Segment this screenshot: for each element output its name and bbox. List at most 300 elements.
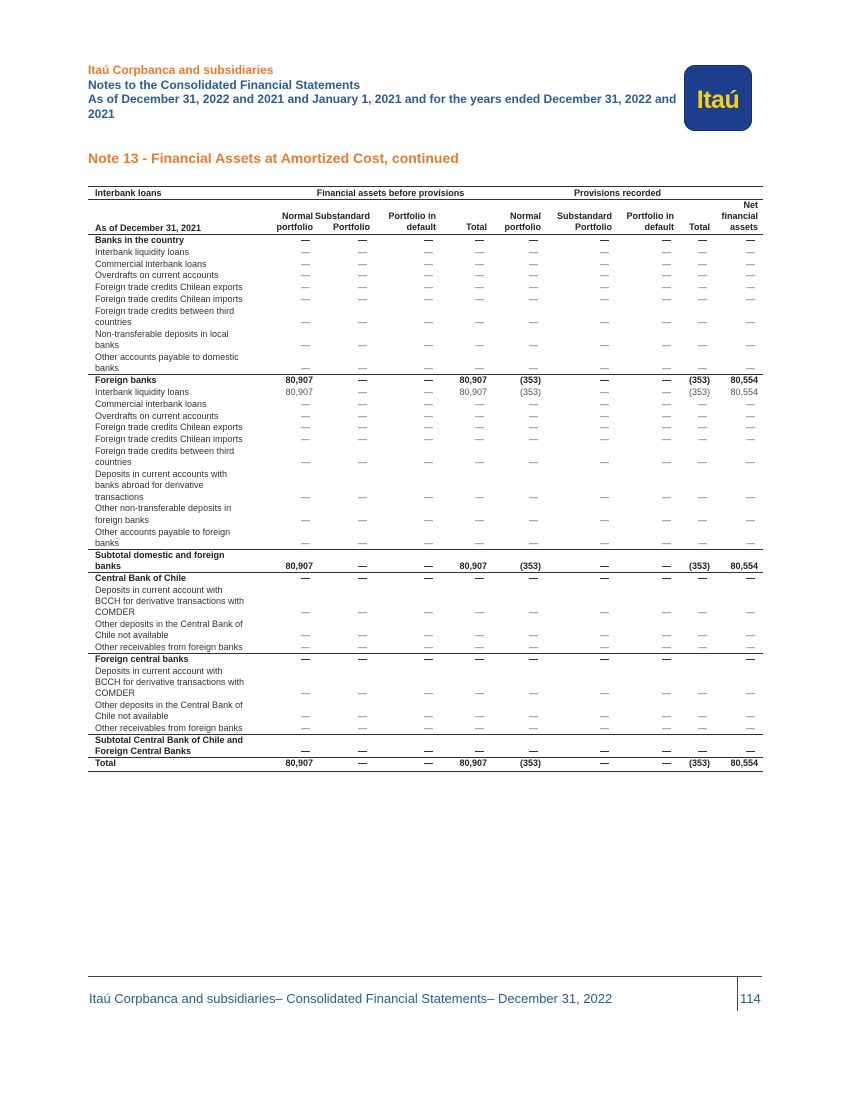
group-header-rule — [88, 199, 763, 200]
cell-value: — — [746, 491, 755, 502]
cell-value: — — [529, 491, 538, 502]
cell-value: — — [424, 294, 433, 304]
itau-logo — [684, 65, 752, 131]
cell-value: — — [301, 270, 310, 281]
cell-value: — — [358, 434, 367, 445]
cell-value: — — [529, 282, 538, 293]
cell-value: — — [662, 398, 671, 409]
cell-value: — — [529, 258, 538, 269]
row-label: Deposits in current account with — [95, 584, 223, 595]
row-label: transactions — [95, 491, 144, 502]
column-header: Net — [743, 200, 758, 210]
cell-value: — — [301, 282, 310, 293]
cell-value: — — [600, 386, 609, 397]
cell-value: — — [698, 282, 707, 293]
cell-value: — — [358, 386, 367, 397]
row-label: Commercial interbank loans — [95, 398, 207, 409]
cell-value: — — [301, 246, 310, 257]
cell-value: — — [424, 711, 433, 722]
cell-value: — — [475, 363, 484, 374]
cell-value: — — [600, 270, 609, 281]
cell-value: — — [662, 457, 671, 468]
row-label: Other deposits in the Central Bank of — [95, 700, 243, 710]
page-number: 114 — [740, 991, 761, 1006]
cell-value: — — [698, 746, 707, 757]
logo-text: Itaú — [696, 86, 740, 114]
cell-value: — — [301, 457, 310, 468]
cell-value: — — [600, 317, 609, 328]
cell-value: — — [529, 363, 538, 374]
cell-value: — — [475, 572, 484, 583]
cell-value: — — [301, 537, 310, 548]
column-header: Total — [689, 222, 710, 232]
cell-value: — — [301, 746, 310, 757]
cell-value: — — [600, 457, 609, 468]
row-label: Chile not available — [95, 630, 169, 641]
row-label: Deposits in current accounts with — [95, 469, 228, 479]
cell-value: — — [358, 607, 367, 618]
row-label: Foreign Central Banks — [95, 746, 192, 757]
cell-value: — — [358, 258, 367, 269]
cell-value: — — [662, 688, 671, 699]
cell-value: — — [662, 514, 671, 525]
cell-value: — — [301, 235, 310, 245]
cell-value: — — [529, 514, 538, 525]
cell-value: — — [424, 491, 433, 502]
cell-value: — — [529, 246, 538, 257]
cell-value: — — [475, 514, 484, 525]
cell-value: — — [358, 457, 367, 468]
cell-value: — — [746, 294, 755, 304]
cell-value: — — [475, 235, 484, 245]
cell-value: — — [301, 723, 310, 734]
cell-value: (353) — [688, 758, 710, 768]
column-header: Portfolio in — [388, 211, 436, 221]
cell-value: — — [662, 246, 671, 257]
cell-value: — — [358, 422, 367, 433]
cell-value: — — [529, 723, 538, 734]
cell-value: (353) — [688, 560, 710, 571]
cell-value: — — [600, 711, 609, 722]
cell-value: — — [746, 607, 755, 618]
cell-value: — — [475, 537, 484, 548]
row-label: Foreign central banks — [95, 653, 189, 664]
cell-value: — — [424, 630, 433, 641]
cell-value: — — [698, 258, 707, 269]
cell-value: — — [600, 294, 609, 304]
cell-value: — — [600, 758, 609, 768]
cell-value: — — [746, 653, 755, 664]
row-label: Foreign trade credits Chilean exports — [95, 282, 243, 293]
cell-value: — — [529, 537, 538, 548]
cell-value: — — [301, 688, 310, 699]
cell-value: — — [529, 711, 538, 722]
row-label: foreign banks — [95, 514, 150, 525]
cell-value: — — [746, 235, 755, 245]
cell-value: — — [301, 642, 310, 652]
cell-value: — — [698, 270, 707, 281]
cell-value: — — [662, 282, 671, 293]
cell-value: — — [662, 235, 671, 245]
row-label: Total — [95, 758, 116, 768]
cell-value: — — [358, 410, 367, 421]
cell-value: — — [662, 653, 671, 664]
cell-value: — — [600, 688, 609, 699]
cell-value: — — [358, 711, 367, 722]
cell-value: — — [698, 491, 707, 502]
row-label: Foreign trade credits Chilean imports — [95, 434, 243, 445]
cell-value: — — [662, 642, 671, 652]
cell-value: — — [600, 630, 609, 641]
cell-value: — — [475, 398, 484, 409]
cell-value: — — [698, 422, 707, 433]
cell-value: — — [475, 410, 484, 421]
cell-value: — — [358, 491, 367, 502]
cell-value: (353) — [688, 375, 710, 386]
cell-value: — — [662, 294, 671, 304]
cell-value: — — [662, 711, 671, 722]
cell-value: — — [746, 258, 755, 269]
cell-value: — — [358, 398, 367, 409]
cell-value: — — [662, 572, 671, 583]
footer-text: Itaú Corpbanca and subsidiaries– Consolidated Financial Statements– December 31, 2022 — [89, 991, 613, 1006]
cell-value: — — [358, 246, 367, 257]
cell-value: — — [475, 630, 484, 641]
cell-value: — — [662, 363, 671, 374]
cell-value: — — [475, 422, 484, 433]
cell-value: — — [746, 282, 755, 293]
cell-value: — — [698, 723, 707, 734]
cell-value: — — [600, 607, 609, 618]
cell-value: — — [662, 630, 671, 641]
cell-value: — — [358, 282, 367, 293]
cell-value: — — [698, 642, 707, 652]
cell-value: — — [358, 235, 367, 245]
cell-value: — — [301, 398, 310, 409]
cell-value: — — [424, 434, 433, 445]
row-label: Foreign banks — [95, 375, 157, 386]
cell-value: — — [358, 363, 367, 374]
cell-value: — — [600, 642, 609, 652]
cell-value: — — [358, 375, 367, 386]
cell-value: — — [301, 434, 310, 445]
cell-value: — — [600, 491, 609, 502]
row-label: Chile not available — [95, 711, 169, 722]
cell-value: (353) — [519, 758, 541, 768]
cell-value: — — [358, 653, 367, 664]
cell-value: — — [424, 258, 433, 269]
cell-value: — — [301, 294, 310, 304]
cell-value: — — [746, 457, 755, 468]
cell-value: — — [698, 607, 707, 618]
cell-value: — — [424, 514, 433, 525]
cell-value: — — [746, 434, 755, 445]
cell-value: — — [424, 653, 433, 664]
cell-value: — — [600, 746, 609, 757]
cell-value: — — [529, 746, 538, 757]
cell-value: — — [698, 434, 707, 445]
cell-value: — — [301, 572, 310, 583]
cell-value: — — [301, 491, 310, 502]
column-header: Portfolio in — [626, 211, 674, 221]
row-label: banks abroad for derivative — [95, 480, 204, 491]
cell-value: — — [475, 258, 484, 269]
cell-value: 80,907 — [459, 560, 487, 571]
cell-value: — — [600, 258, 609, 269]
cell-value: — — [301, 258, 310, 269]
cell-value: — — [746, 340, 755, 351]
footer-divider — [88, 976, 762, 977]
cell-value: 80,907 — [459, 386, 487, 397]
cell-value: — — [475, 607, 484, 618]
row-label: Foreign trade credits between third — [95, 305, 235, 316]
cell-value: — — [529, 398, 538, 409]
cell-value: — — [746, 270, 755, 281]
row-label: Banks in the country — [95, 235, 185, 245]
row-label: Subtotal domestic and foreign — [95, 549, 225, 560]
cell-value: — — [662, 270, 671, 281]
cell-value: — — [424, 758, 433, 768]
header-notes-line: Notes to the Consolidated Financial Statements — [88, 77, 361, 92]
row-label: Foreign trade credits Chilean imports — [95, 294, 243, 304]
cell-value: — — [301, 410, 310, 421]
cell-value: — — [600, 537, 609, 548]
cell-value: — — [600, 340, 609, 351]
cell-value: — — [698, 630, 707, 641]
row-label: Overdrafts on current accounts — [95, 410, 219, 421]
cell-value: (353) — [519, 560, 541, 571]
cell-value: — — [529, 457, 538, 468]
row-label: Subtotal Central Bank of Chile and — [95, 734, 244, 745]
cell-value: — — [698, 340, 707, 351]
cell-value: — — [698, 537, 707, 548]
cell-value: — — [424, 537, 433, 548]
cell-value: — — [301, 317, 310, 328]
cell-value: — — [301, 653, 310, 664]
cell-value: — — [475, 723, 484, 734]
cell-value: — — [746, 537, 755, 548]
cell-value: 80,554 — [730, 375, 758, 386]
row-label: Interbank liquidity loans — [95, 246, 190, 257]
note-title: Note 13 - Financial Assets at Amortized Cost, continued — [88, 150, 459, 166]
row-label: Overdrafts on current accounts — [95, 270, 219, 281]
cell-value: (353) — [519, 375, 541, 386]
cell-value: — — [600, 246, 609, 257]
column-header: Portfolio — [575, 222, 612, 232]
cell-value: — — [600, 653, 609, 664]
cell-value: — — [529, 653, 538, 664]
cell-value: — — [529, 410, 538, 421]
cell-value: — — [662, 723, 671, 734]
row-label: Other accounts payable to domestic — [95, 352, 239, 362]
cell-value: — — [475, 282, 484, 293]
column-header: Normal — [509, 211, 541, 221]
cell-value: — — [475, 317, 484, 328]
cell-value: — — [424, 572, 433, 583]
cell-value: — — [358, 630, 367, 641]
row-label: banks — [95, 537, 120, 548]
cell-value: — — [358, 537, 367, 548]
row-label: Other non-transferable deposits in — [95, 503, 232, 514]
column-header: assets — [729, 222, 758, 232]
cell-value: — — [746, 246, 755, 257]
cell-value: — — [358, 723, 367, 734]
cell-value: — — [529, 235, 538, 245]
cell-value: — — [662, 258, 671, 269]
cell-value: — — [529, 340, 538, 351]
row-label: Commercial interbank loans — [95, 258, 207, 269]
cell-value: — — [600, 410, 609, 421]
cell-value: — — [746, 688, 755, 699]
cell-value: — — [600, 282, 609, 293]
cell-value: — — [746, 514, 755, 525]
row-label: banks — [95, 363, 120, 374]
group-header-before-provisions: Financial assets before provisions — [316, 188, 465, 198]
cell-value: — — [475, 688, 484, 699]
cell-value: — — [746, 723, 755, 734]
column-header: financial — [721, 211, 758, 221]
cell-value: — — [662, 560, 671, 571]
cell-value: — — [358, 514, 367, 525]
cell-value: — — [358, 560, 367, 571]
cell-value: — — [662, 746, 671, 757]
cell-value: — — [698, 572, 707, 583]
company-name: Itaú Corpbanca and subsidiaries — [88, 63, 274, 77]
cell-value: — — [424, 386, 433, 397]
row-label: Non-transferable deposits in local — [95, 328, 229, 339]
cell-value: — — [698, 711, 707, 722]
cell-value: — — [301, 630, 310, 641]
cell-value: — — [424, 317, 433, 328]
cell-value: 80,554 — [730, 560, 758, 571]
cell-value: — — [358, 294, 367, 304]
cell-value: 80,907 — [459, 758, 487, 768]
cell-value: — — [424, 235, 433, 245]
cell-value: — — [424, 560, 433, 571]
cell-value: — — [424, 422, 433, 433]
cell-value: — — [358, 270, 367, 281]
cell-value: — — [475, 270, 484, 281]
column-header: portfolio — [276, 222, 313, 232]
cell-value: — — [529, 630, 538, 641]
cell-value: 80,554 — [730, 386, 758, 397]
cell-value: — — [600, 398, 609, 409]
row-label: Other receivables from foreign banks — [95, 642, 243, 652]
cell-value: — — [475, 434, 484, 445]
cell-value: — — [662, 422, 671, 433]
row-label: Deposits in current account with — [95, 665, 223, 676]
cell-value: — — [698, 688, 707, 699]
cell-value: — — [529, 294, 538, 304]
cell-value: — — [600, 560, 609, 571]
cell-value: — — [662, 537, 671, 548]
cell-value: — — [475, 653, 484, 664]
cell-value: — — [424, 282, 433, 293]
cell-value: 80,907 — [459, 375, 487, 386]
cell-value: 80,907 — [285, 386, 313, 397]
cell-value: — — [424, 246, 433, 257]
cell-value: — — [301, 514, 310, 525]
column-header: Substandard — [314, 211, 370, 221]
cell-value: — — [600, 235, 609, 245]
cell-value: (353) — [519, 386, 541, 397]
cell-value: 80,554 — [730, 758, 758, 768]
cell-value: — — [475, 340, 484, 351]
footer-page-divider — [737, 977, 738, 1011]
as-of-label: As of December 31, 2021 — [95, 223, 202, 233]
cell-value: 80,907 — [285, 375, 313, 386]
row-label: COMDER — [95, 607, 135, 618]
cell-value: — — [746, 317, 755, 328]
cell-value: — — [475, 491, 484, 502]
column-header: Normal — [281, 211, 313, 221]
cell-value: — — [475, 746, 484, 757]
cell-value: — — [358, 572, 367, 583]
cell-value: — — [746, 746, 755, 757]
row-label: Interbank liquidity loans — [95, 386, 190, 397]
cell-value: (353) — [688, 386, 710, 397]
cell-value: — — [424, 746, 433, 757]
cell-value: — — [358, 758, 367, 768]
cell-value: — — [424, 688, 433, 699]
cell-value: — — [358, 317, 367, 328]
cell-value: — — [424, 375, 433, 386]
header-date-line: As of December 31, 2022 and 2021 and January 1, 2021 and for the years ended December 31, 2022 and 2021 — [88, 92, 677, 121]
cell-value: — — [746, 422, 755, 433]
cell-value: — — [600, 375, 609, 386]
cell-value: — — [600, 434, 609, 445]
cell-value: — — [746, 410, 755, 421]
cell-value: — — [301, 607, 310, 618]
cell-value: — — [301, 340, 310, 351]
cell-value: — — [358, 340, 367, 351]
table-top-rule — [88, 186, 763, 187]
cell-value: — — [698, 246, 707, 257]
cell-value: — — [475, 642, 484, 652]
cell-value: — — [662, 386, 671, 397]
row-label: Central Bank of Chile — [95, 572, 187, 583]
cell-value: — — [746, 630, 755, 641]
table-bottom-rule — [88, 771, 763, 772]
column-header: Portfolio — [333, 222, 370, 232]
cell-value: — — [746, 711, 755, 722]
cell-value: — — [475, 457, 484, 468]
document-header — [88, 63, 688, 121]
cell-value: — — [662, 758, 671, 768]
cell-value: — — [698, 410, 707, 421]
cell-value: — — [475, 246, 484, 257]
row-label: Foreign trade credits between third — [95, 445, 235, 456]
cell-value: — — [529, 422, 538, 433]
cell-value: — — [424, 410, 433, 421]
cell-value: — — [424, 270, 433, 281]
cell-value: — — [424, 457, 433, 468]
cell-value: — — [475, 294, 484, 304]
column-header: default — [406, 222, 436, 232]
cell-value: — — [698, 363, 707, 374]
row-label: Other deposits in the Central Bank of — [95, 618, 243, 629]
cell-value: — — [424, 607, 433, 618]
cell-value: — — [424, 642, 433, 652]
cell-value: — — [600, 363, 609, 374]
cell-value: — — [424, 398, 433, 409]
column-header: Substandard — [556, 211, 612, 221]
cell-value: — — [424, 340, 433, 351]
cell-value: — — [301, 422, 310, 433]
cell-value: — — [358, 642, 367, 652]
cell-value: — — [662, 340, 671, 351]
row-label: countries — [95, 317, 132, 328]
